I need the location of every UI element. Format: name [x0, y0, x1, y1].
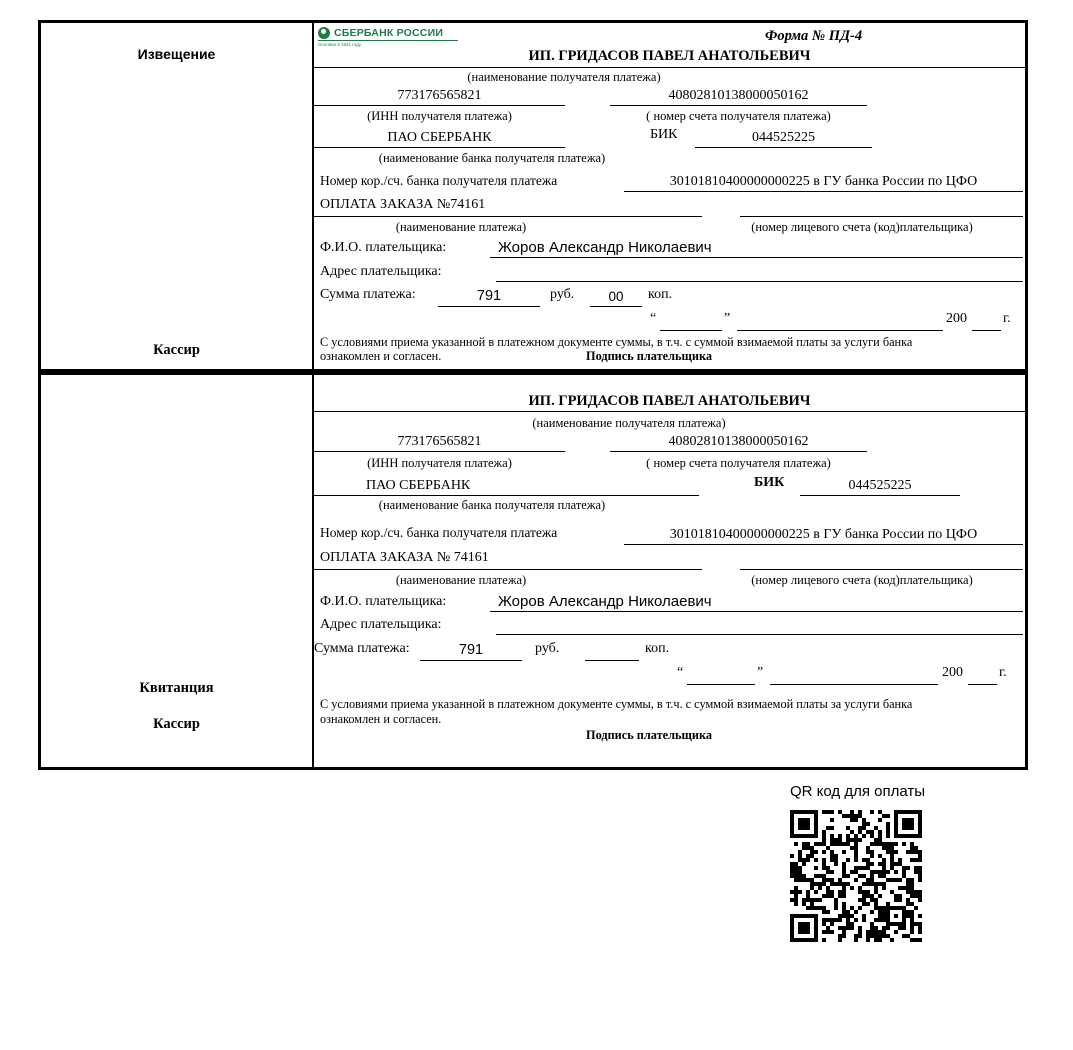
- inn-hint: (ИНН получателя платежа): [367, 109, 512, 123]
- amount-rub-value: 791: [420, 641, 522, 661]
- purpose-row: [314, 195, 1025, 217]
- cashier-label: Кассир: [153, 342, 200, 358]
- quote-open: “: [677, 665, 684, 680]
- sberbank-logo: [318, 27, 458, 47]
- payer-account-line: [740, 569, 1023, 570]
- date-day-line: [687, 684, 755, 685]
- bank-name-value: ПАО СБЕРБАНК: [314, 476, 699, 496]
- agreement-signature-row: [314, 349, 1025, 365]
- sberbank-tagline: Основан в 1841 году: [318, 42, 362, 47]
- date-row: [314, 663, 1025, 685]
- quote-close: ”: [724, 311, 731, 326]
- quote-open: “: [650, 311, 657, 326]
- rub-label: руб.: [550, 287, 575, 302]
- amount-kop-value: 00: [590, 287, 642, 307]
- bank-bik-row: [314, 474, 1025, 496]
- bank-name-value: ПАО СБЕРБАНК: [314, 128, 565, 148]
- payer-address-row: [314, 261, 1025, 284]
- account-hint: ( номер счета получателя платежа): [646, 456, 831, 470]
- amount-label: Сумма платежа:: [314, 641, 410, 656]
- bank-hint: (наименование банка получателя платежа): [378, 498, 606, 512]
- amount-row: [314, 285, 1025, 307]
- payer-account-hint: (номер лицевого счета (код)плательщика): [751, 220, 973, 234]
- purpose-line: [314, 569, 702, 570]
- purpose-hint: (наименование платежа): [395, 573, 527, 587]
- purpose-hint: (наименование платежа): [395, 220, 527, 234]
- signature-label: Подпись плательщика: [586, 728, 713, 742]
- agreement-line-1: С условиями приема указанной в платежном документе суммы, в т.ч. с суммой взимаемой платы за услуги банка: [320, 697, 913, 711]
- date-row: [314, 309, 1025, 331]
- korr-value: 30101810400000000225 в ГУ банка России по ЦФО: [624, 525, 1023, 545]
- inn-value: 773176565821: [314, 86, 565, 106]
- kop-label: коп.: [648, 287, 673, 302]
- bik-label: БИК: [650, 127, 678, 142]
- amount-label: Сумма платежа:: [320, 287, 416, 302]
- korr-label: Номер кор./сч. банка получателя платежа: [320, 525, 558, 540]
- payer-name-row: [314, 591, 1025, 614]
- amount-row: [314, 639, 1025, 661]
- inn-account-row: [314, 86, 1025, 106]
- payer-address-line: [496, 615, 1023, 635]
- receipt-left-column: [41, 375, 314, 767]
- qr-code-label: QR код для оплаты: [789, 783, 925, 800]
- account-value: 40802810138000050162: [610, 432, 867, 452]
- recipient-hint: (наименование получателя платежа): [467, 70, 661, 84]
- date-month-line: [770, 684, 938, 685]
- qr-code: [790, 810, 922, 942]
- bank-hint: (наименование банка получателя платежа): [378, 151, 606, 165]
- notice-form-area: [314, 23, 1025, 369]
- amount-rub-value: 791: [438, 287, 540, 307]
- bik-label: БИК: [754, 475, 785, 490]
- purpose-value: ОПЛАТА ЗАКАЗА №74161: [320, 197, 486, 212]
- cashier-label: Кассир: [153, 716, 200, 732]
- inn-value: 773176565821: [314, 432, 565, 452]
- kop-label: коп.: [645, 641, 670, 656]
- year-suffix: г.: [1003, 311, 1011, 326]
- sberbank-logo-text: СБЕРБАНК РОССИИ: [334, 27, 444, 39]
- payer-name-value: Жоров Александр Николаевич: [498, 593, 712, 610]
- purpose-line: [314, 216, 702, 217]
- year-prefix: 200: [946, 311, 967, 326]
- agreement-line-2: ознакомлен и согласен.: [320, 349, 442, 363]
- bank-bik-row: [314, 127, 1025, 148]
- agreement-line-2: ознакомлен и согласен.: [320, 712, 442, 726]
- purpose-value: ОПЛАТА ЗАКАЗА № 74161: [320, 550, 489, 565]
- payer-name-row: [314, 237, 1025, 260]
- payer-name-label: Ф.И.О. плательщика:: [320, 594, 447, 609]
- sberbank-icon: [318, 27, 330, 39]
- korr-account-row: [314, 521, 1025, 545]
- account-value: 40802810138000050162: [610, 86, 867, 106]
- signature-label: Подпись плательщика: [586, 349, 713, 363]
- notice-section: [38, 20, 1028, 372]
- notice-left-column: [41, 23, 314, 369]
- korr-account-row: [314, 169, 1025, 192]
- payer-address-row: [314, 615, 1025, 637]
- korr-value: 30101810400000000225 в ГУ банка России по ЦФО: [624, 172, 1023, 192]
- year-line: [968, 684, 997, 685]
- korr-label: Номер кор./сч. банка получателя платежа: [320, 173, 558, 188]
- payer-name-label: Ф.И.О. плательщика:: [320, 240, 447, 255]
- payer-address-label: Адрес плательщика:: [320, 617, 442, 632]
- payer-name-value: Жоров Александр Николаевич: [498, 239, 712, 256]
- recipient-hint: (наименование получателя платежа): [532, 416, 726, 430]
- rub-label: руб.: [535, 641, 560, 656]
- payer-name-line: [490, 591, 1023, 612]
- recipient-name: ИП. ГРИДАСОВ ПАВЕЛ АНАТОЛЬЕВИЧ: [314, 45, 1025, 68]
- payer-address-label: Адрес плательщика:: [320, 264, 442, 279]
- bik-value: 044525225: [695, 128, 872, 148]
- year-line: [972, 330, 1001, 331]
- payer-account-line: [740, 216, 1023, 217]
- form-number: Форма № ПД-4: [765, 28, 863, 44]
- inn-account-row: [314, 433, 1025, 452]
- recipient-name: ИП. ГРИДАСОВ ПАВЕЛ АНАТОЛЬЕВИЧ: [314, 388, 1025, 412]
- notice-header-row: [314, 25, 1025, 47]
- purpose-row: [314, 547, 1025, 570]
- account-hint: ( номер счета получателя платежа): [646, 109, 831, 123]
- bik-value: 044525225: [800, 476, 960, 496]
- amount-kop-value: [585, 660, 639, 661]
- receipt-section: [38, 372, 1028, 770]
- year-prefix: 200: [942, 665, 963, 680]
- date-day-line: [660, 330, 722, 331]
- receipt-title: Квитанция: [139, 680, 214, 696]
- agreement-line-1: С условиями приема указанной в платежном документе суммы, в т.ч. с суммой взимаемой платы за услуги банка: [320, 335, 913, 349]
- date-month-line: [737, 330, 943, 331]
- inn-hint: (ИНН получателя платежа): [367, 456, 512, 470]
- payer-account-hint: (номер лицевого счета (код)плательщика): [751, 573, 973, 587]
- quote-close: ”: [757, 665, 764, 680]
- notice-title: Извещение: [137, 46, 216, 62]
- year-suffix: г.: [999, 665, 1007, 680]
- payer-address-line: [496, 261, 1023, 282]
- receipt-form-area: [314, 375, 1025, 767]
- payer-name-line: [490, 237, 1023, 258]
